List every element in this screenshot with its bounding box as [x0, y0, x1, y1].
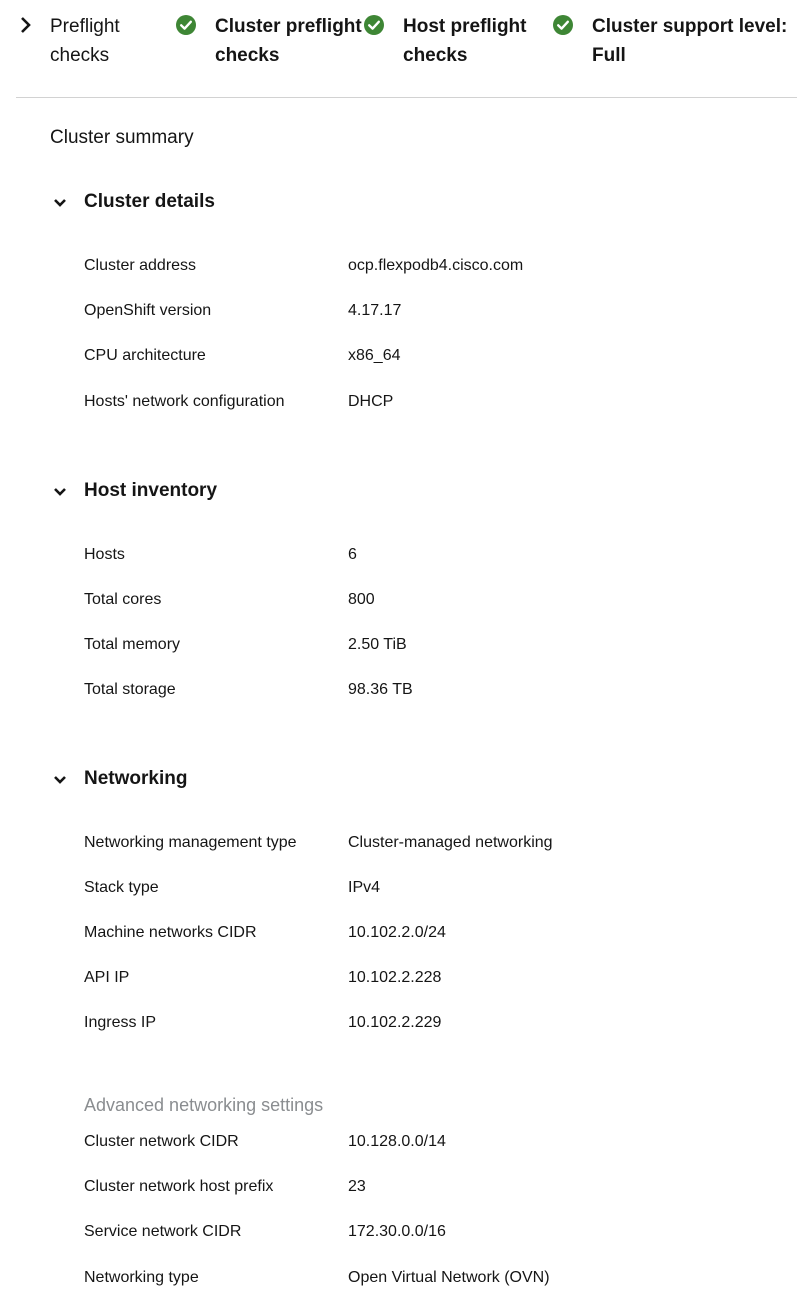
check-circle-icon: [364, 15, 384, 35]
detail-value: ocp.flexpodb4.cisco.com: [348, 257, 524, 274]
detail-key: Total storage: [84, 681, 176, 698]
chevron-right-icon[interactable]: [18, 15, 34, 35]
chevron-down-icon: [52, 195, 68, 211]
section-title: Host inventory: [84, 480, 218, 501]
detail-key: Hosts: [84, 546, 125, 563]
section-title: Cluster details: [84, 191, 215, 212]
detail-value: Cluster-managed networking: [348, 834, 553, 851]
detail-value: 10.102.2.228: [348, 969, 442, 986]
detail-value: 98.36 TB: [348, 681, 413, 698]
chevron-down-icon: [52, 772, 68, 788]
check-circle-icon: [176, 15, 196, 35]
preflight-item-label: Host preflight checks: [403, 16, 527, 66]
cluster-summary-title: Cluster summary: [50, 127, 194, 148]
check-circle-icon: [553, 15, 573, 35]
preflight-checks-toggle-label[interactable]: Preflight checks: [50, 16, 120, 66]
detail-key: Networking type: [84, 1269, 199, 1286]
detail-value: x86_64: [348, 347, 401, 364]
section-title: Networking: [84, 768, 188, 789]
detail-value: 172.30.0.0/16: [348, 1223, 446, 1240]
detail-key: Total memory: [84, 636, 181, 653]
chevron-down-icon: [52, 484, 68, 500]
detail-value: 800: [348, 591, 375, 608]
detail-value: 10.102.2.229: [348, 1014, 442, 1031]
detail-key: OpenShift version: [84, 302, 212, 319]
detail-key: Cluster address: [84, 257, 197, 274]
preflight-checks-bar: [0, 0, 797, 98]
detail-value: 23: [348, 1178, 366, 1195]
advanced-networking-heading: Advanced networking settings: [84, 1095, 324, 1115]
detail-value: Open Virtual Network (OVN): [348, 1269, 550, 1286]
detail-key: API IP: [84, 969, 130, 986]
detail-value: 4.17.17: [348, 302, 402, 319]
detail-key: Machine networks CIDR: [84, 924, 257, 941]
detail-key: Cluster network CIDR: [84, 1133, 239, 1150]
detail-key: Total cores: [84, 591, 162, 608]
preflight-item-label: Cluster preflight checks: [215, 16, 362, 66]
detail-value: 2.50 TiB: [348, 636, 407, 653]
detail-key: Ingress IP: [84, 1014, 157, 1031]
detail-key: Networking management type: [84, 834, 297, 851]
preflight-item-label: Cluster support level: Full: [592, 16, 788, 66]
detail-key: Hosts' network configuration: [84, 393, 285, 410]
detail-key: Service network CIDR: [84, 1223, 242, 1240]
detail-value: 10.128.0.0/14: [348, 1133, 446, 1150]
detail-key: CPU architecture: [84, 347, 206, 364]
detail-key: Stack type: [84, 879, 159, 896]
detail-value: 10.102.2.0/24: [348, 924, 446, 941]
detail-value: 6: [348, 546, 357, 563]
detail-key: Cluster network host prefix: [84, 1178, 274, 1195]
detail-value: IPv4: [348, 879, 381, 896]
divider: [16, 97, 797, 98]
detail-value: DHCP: [348, 393, 394, 410]
